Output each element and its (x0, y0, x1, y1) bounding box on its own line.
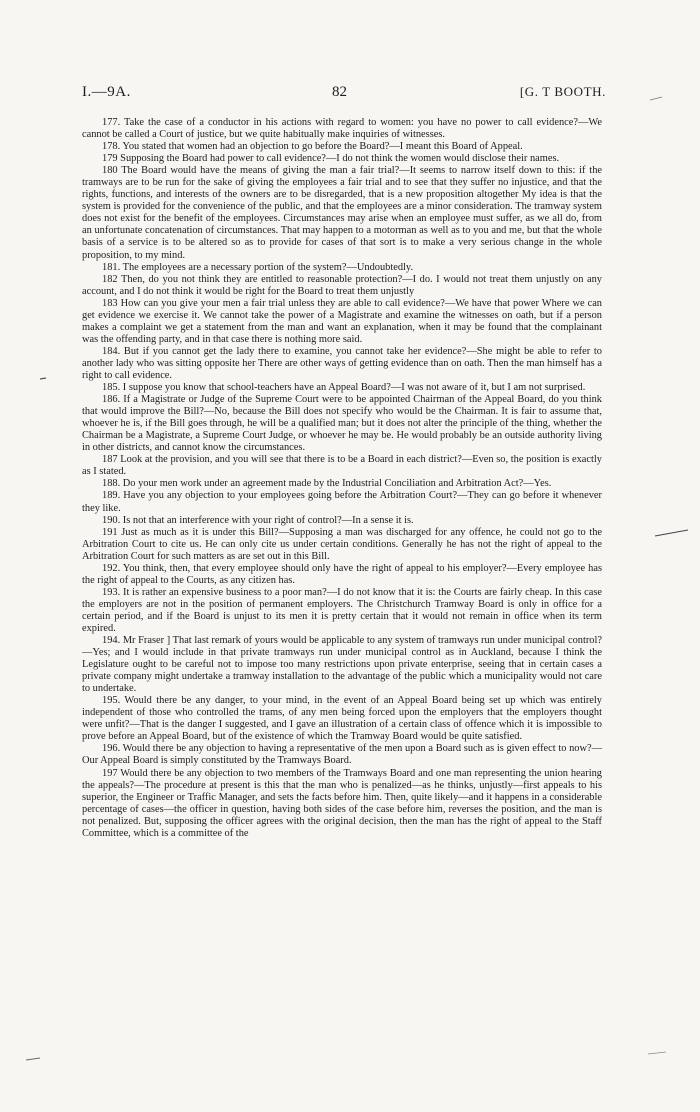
paragraph-187: 187 Look at the provision, and you will see that there is to be a Board in each district?—Even so, the position is exactly as I stated. (82, 454, 602, 478)
pen-mark-lower-left (26, 1058, 40, 1060)
paragraph-179: 179 Supposing the Board had power to call evidence?—I do not think the women would disclose their names. (102, 153, 560, 165)
paragraph-189: 189. Have you any objection to your employees going before the Arbitration Court?—They can go before it whenever they like. (82, 490, 602, 514)
paragraph-195: 195. Would there be any danger, to your mind, in the event of an Appeal Board being set up which was entirely independent of those who controlled the trams, of any men being forced upon the employers that the employers thought were unfit?—That is the danger I suggested, and I gave an illustration of a certain class of offence which it is impossible to prove before an Appeal Board, but of the existence of which the Tramway Board would be quite satisfied. (82, 695, 602, 743)
page-header (82, 84, 606, 104)
pen-mark-left-margin (40, 378, 46, 379)
paragraph-190: 190. Is not that an interference with your right of control?—In a sense it is. (102, 514, 414, 526)
paragraph-185: 185. I suppose you know that school-teachers have an Appeal Board?—I was not aware of it, but I am not surprised. (102, 382, 586, 394)
paragraph-183: 183 How can you give your men a fair trial unless they are able to call evidence?—We have that power Where we can get evidence we exercise it. We cannot take the power of a Magistrate and examine the witnesses on oath, but if a person makes a complaint we get a statement from the man and want an explanation, when it may be found that the complainant was the offending party, and in that case there is nothing more said. (82, 297, 602, 345)
paragraph-196: 196. Would there be any objection to having a representative of the men upon a Board such as is given effect to now?—Our Appeal Board is simply constituted by the Tramways Board. (82, 743, 602, 767)
paragraph-180: 180 The Board would have the means of giving the man a fair trial?—It seems to narrow itself down to this: if the tramways are to be run for the sake of giving the employees a fair trial and to see that they suffer no injustice, and that the rights, functions, and interests of the owners are to be disregarded, that is a new proposition altogether My idea is that the system is provided for the convenience of the public, and that the employees are a minor consideration. The tramway system does not exist for the benefit of the employees. Circumstances may arise when an employee must suffer, as we all do, from an unfortunate concatenation of circumstances. That may happen to a motorman as well as to you and me, but that the whole basis of a service is to be altered so as to provide for cases of that sort is to make a very serious change in the whole proposition, to my mind. (82, 165, 602, 261)
paragraph-184: 184. But if you cannot get the lady there to examine, you cannot take her evidence?—She might be able to refer to another lady who was sitting opposite her There are other ways of getting evidence than on oath. Then the man himself has a right to call evidence. (82, 345, 602, 381)
paragraph-181: 181. The employees are a necessary portion of the system?—Undoubtedly. (102, 261, 414, 273)
witness-name: [G. T BOOTH. (519, 84, 606, 99)
page-body (82, 117, 602, 840)
paragraph-191: 191 Just as much as it is under this Bill?—Supposing a man was discharged for any offence, he could not go to the Arbitration Court to cite us. He can only cite us under certain conditions. Generally he has not the right of appeal to the Arbitration Court for such matters as are set out in this Bill. (82, 526, 602, 562)
pen-mark-right-margin (655, 530, 688, 536)
paragraph-186: 186. If a Magistrate or Judge of the Supreme Court were to be appointed Chairman of the Appeal Board, do you think that would improve the Bill?—No, because the Bill does not specify who would be the Chairman. It is fair to assume that, whoever he is, if the Bill goes through, he will be a qualified man; but it does not alter the principle of the thing, whether the Chairman be a Magistrate, a Supreme Court Judge, or whoever he may be. He would probably be an outside authority living in other districts, and cannot know the circumstances. (82, 394, 602, 454)
paragraph-177: 177. Take the case of a conductor in his actions with regard to women: you have no power to call evidence?—We cannot be called a Court of justice, but we quite habitually make inquiries of witnesses. (82, 117, 602, 141)
paragraph-182: 182 Then, do you not think they are entitled to reasonable protection?—I do. I would not treat them unjustly on any account, and I do not think it would be right for the Board to treat them unjustly (82, 273, 602, 297)
paragraph-193: 193. It is rather an expensive business to a poor man?—I do not know that it is: the Courts are fairly cheap. In this case the employers are not in the position of permanent employers. The Christchurch Tramway Board is only in office for a certain period, and if the Board is unjust to its men it is pretty certain that it would not remain in office when its term expired. (82, 586, 602, 634)
document-reference: I.—9A. (82, 84, 131, 100)
pen-mark-lower-right (648, 1052, 666, 1054)
paragraph-178: 178. You stated that women had an objection to go before the Board?—I meant this Board of Appeal. (102, 141, 523, 153)
paragraph-192: 192. You think, then, that every employee should only have the right of appeal to his employer?—Every employee has the right of appeal to the Courts, as any citizen has. (82, 562, 602, 586)
paragraph-188: 188. Do your men work under an agreement made by the Industrial Conciliation and Arbitration Act?—Yes. (102, 478, 552, 490)
pen-mark-top-right (650, 97, 662, 100)
paragraph-197: 197 Would there be any objection to two members of the Tramways Board and one man representing the union hearing the appeals?—The procedure at present is this that the man who is penalized—as he thinks, unjustly—first appeals to his superior, the Engineer or Traffic Manager, and sets the facts before him. Then, quite likely—and it happens in a considerable percentage of cases—the officer in question, having both sides of the case before him, reverses the position, and the man is not penalized. But, supposing the officer agrees with the original decision, then the man has the right of appeal to the Staff Committee, which is a committee of the (82, 767, 602, 839)
page-number: 82 (332, 84, 347, 100)
paragraph-194: 194. Mr Fraser ] That last remark of yours would be applicable to any system of tramways run under municipal control?—Yes; and I would include in that private tramways run under municipal control as in Auckland, because I think the Legislature ought to be careful not to impose too many restrictions upon private enterprise, seeing that in certain cases a private company might undertake a tramway installation to the advantage of the public which a municipality would not care to undertake. (82, 635, 602, 695)
